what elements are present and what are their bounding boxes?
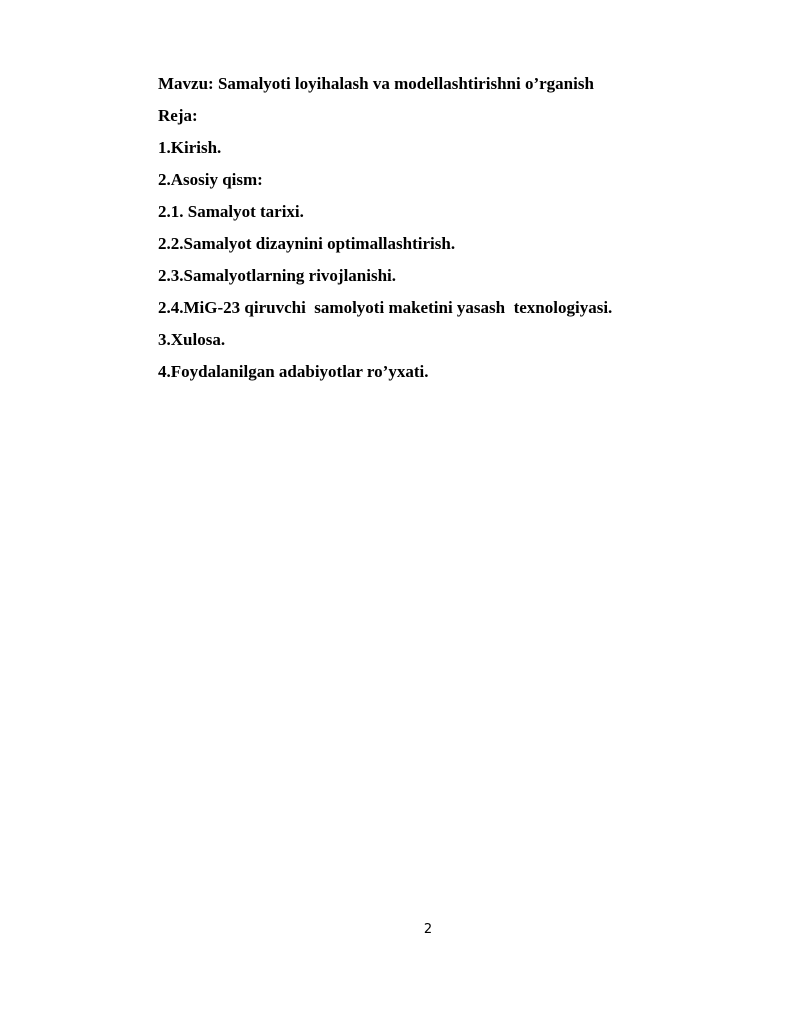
plan-item-mig23-technology: 2.4.MiG-23 qiruvchi samolyoti maketini yasash texnologiyasi. <box>158 298 613 317</box>
plan-item-main-part: 2.Asosiy qism: <box>158 170 263 189</box>
plan-item-conclusion: 3.Xulosa. <box>158 330 226 349</box>
plan-item-development: 2.3.Samalyotlarning rivojlanishi. <box>158 266 397 285</box>
topic-title: Mavzu: Samalyoti loyihalash va modellashtirishni o’rganish <box>158 74 594 93</box>
plan-item-introduction: 1.Kirish. <box>158 138 222 157</box>
plan-item-design-optimization: 2.2.Samalyot dizaynini optimallashtirish. <box>158 234 456 253</box>
page-number <box>0 922 800 937</box>
page-number-text: 2 <box>423 922 433 937</box>
plan-heading: Reja: <box>158 106 198 125</box>
plan-item-references: 4.Foydalanilgan adabiyotlar ro’yxati. <box>158 362 429 381</box>
document-body <box>158 73 758 393</box>
plan-item-history: 2.1. Samalyot tarixi. <box>158 202 304 221</box>
